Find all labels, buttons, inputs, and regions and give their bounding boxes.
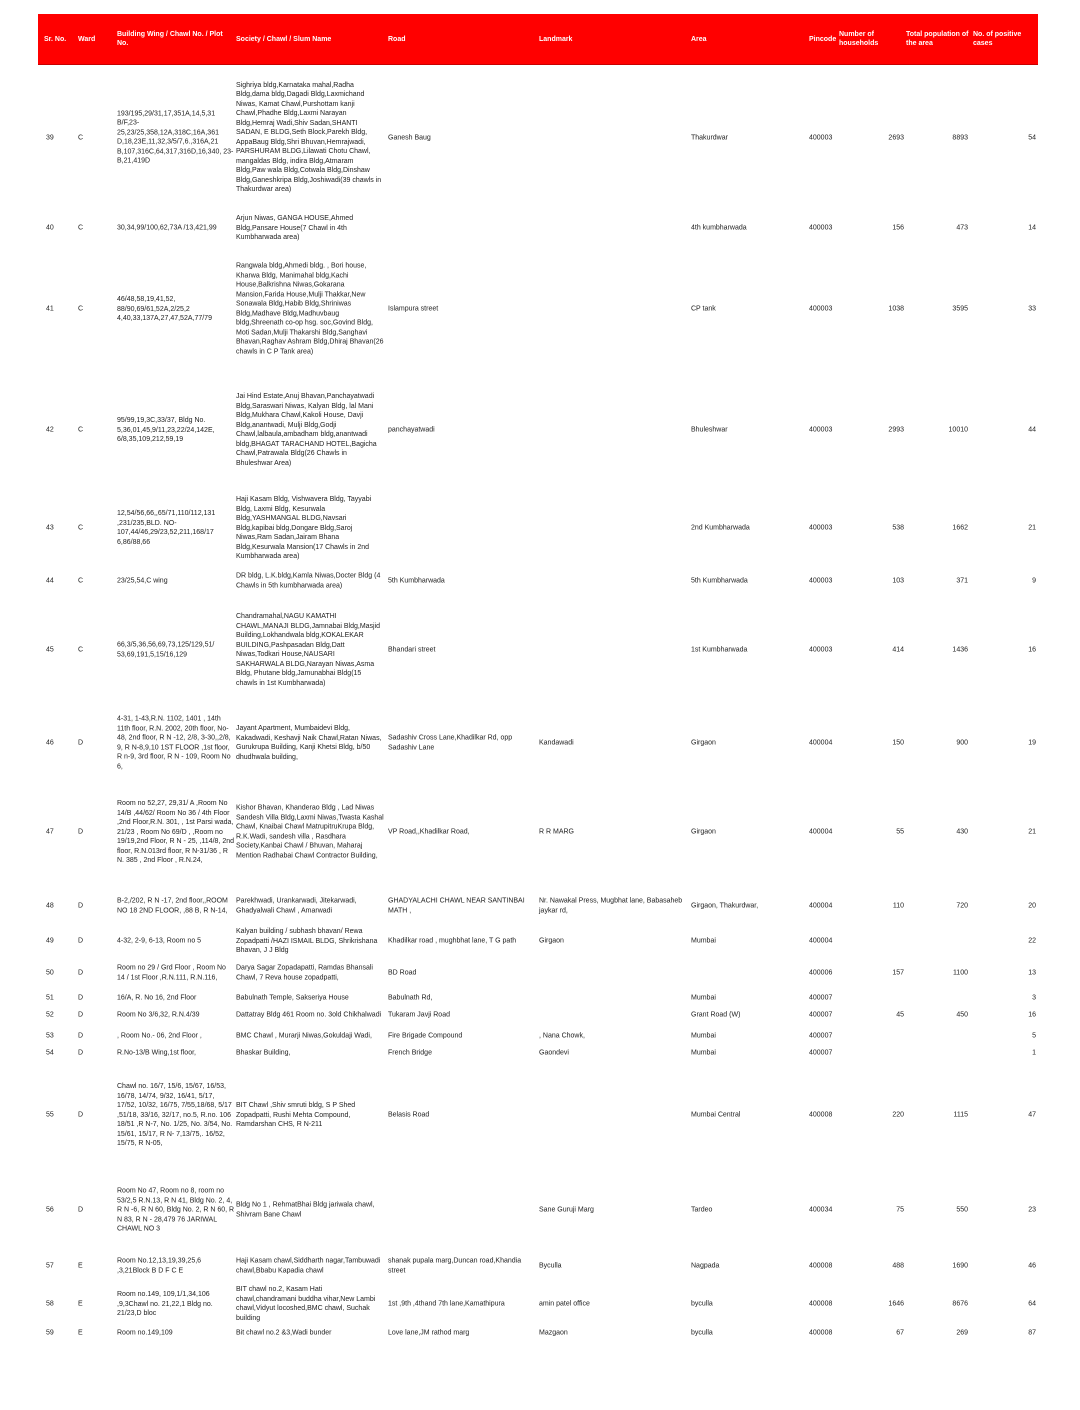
landmark-cell: Nr. Nawakal Press, Mugbhat lane, Babasaheb jaykar rd, — [539, 897, 683, 914]
positive-cases-cell: 21 — [1028, 524, 1036, 532]
table-row — [38, 211, 1038, 245]
road-cell: VP Road,,Khadilkar Road, — [388, 828, 470, 836]
positive-cases-cell: 14 — [1028, 224, 1036, 232]
building-cell: , Room No.- 06, 2nd Floor , — [117, 1032, 202, 1040]
households-cell: 414 — [892, 646, 904, 654]
table-row — [38, 1026, 1038, 1046]
road-cell: shanak pupala marg,Duncan road,Khandia street — [388, 1257, 522, 1274]
building-cell: Room No 3/6,32, R.N.4/39 — [117, 1011, 200, 1019]
pincode-cell: 400034 — [809, 1206, 833, 1214]
ward-cell: D — [78, 1011, 84, 1019]
table-header-row — [38, 14, 1038, 65]
area-cell: Mumbai Central — [691, 1111, 741, 1119]
pincode-cell: 400003 — [809, 133, 833, 141]
header-society: Society / Chawl / Slum Name — [236, 35, 332, 43]
ward-cell: E — [78, 1300, 83, 1308]
header-area: Area — [691, 35, 707, 43]
positive-cases-cell: 3 — [1032, 994, 1036, 1002]
households-cell: 150 — [892, 739, 904, 747]
sr-no-cell: 59 — [46, 1329, 54, 1337]
landmark-cell: , Nana Chowk, — [539, 1032, 585, 1040]
pincode-cell: 400004 — [809, 902, 833, 910]
population-cell: 10010 — [948, 426, 968, 434]
ward-cell: D — [78, 937, 84, 945]
road-cell: Khadilkar road , mughbhat lane, T G path — [388, 937, 517, 945]
ward-cell: D — [78, 902, 84, 910]
sr-no-cell: 58 — [46, 1300, 54, 1308]
table-row — [38, 707, 1038, 779]
pincode-cell: 400003 — [809, 305, 833, 313]
population-cell: 8893 — [952, 133, 968, 141]
positive-cases-cell: 87 — [1028, 1329, 1036, 1337]
table-row — [38, 373, 1038, 487]
landmark-cell: R R MARG — [539, 828, 574, 836]
ward-cell: D — [78, 1206, 84, 1214]
pincode-cell: 400007 — [809, 1011, 833, 1019]
positive-cases-cell: 47 — [1028, 1111, 1036, 1119]
sr-no-cell: 42 — [46, 426, 54, 434]
sr-no-cell: 46 — [46, 739, 54, 747]
pincode-cell: 400008 — [809, 1111, 833, 1119]
road-cell: 1st ,9th ,4thand 7th lane,Kamathipura — [388, 1300, 505, 1308]
population-cell: 3595 — [952, 305, 968, 313]
building-cell: Room no.149, 109,1/1,34,106 ,9,3Chawl no. 21,22,1 Bldg no. 21/23,D bloc — [117, 1290, 213, 1317]
pincode-cell: 400007 — [809, 1049, 833, 1057]
sr-no-cell: 57 — [46, 1262, 54, 1270]
road-cell: Bhandari street — [388, 646, 436, 654]
pincode-cell: 400006 — [809, 969, 833, 977]
positive-cases-cell: 13 — [1028, 969, 1036, 977]
table-row — [38, 1005, 1038, 1025]
households-cell: 538 — [892, 524, 904, 532]
landmark-cell: Gaondevi — [539, 1049, 569, 1057]
table-row — [38, 569, 1038, 593]
area-cell: Tardeo — [691, 1206, 713, 1214]
pincode-cell: 400008 — [809, 1329, 833, 1337]
ward-cell: D — [78, 739, 84, 747]
table-row — [38, 955, 1038, 991]
building-cell: R.No-13/B Wing,1st floor, — [117, 1049, 196, 1057]
landmark-cell: Girgaon — [539, 937, 564, 945]
sr-no-cell: 44 — [46, 577, 54, 585]
area-cell: byculla — [691, 1300, 713, 1308]
area-cell: 1st Kumbharwada — [691, 646, 748, 654]
sr-no-cell: 52 — [46, 1011, 54, 1019]
pincode-cell: 400003 — [809, 426, 833, 434]
society-cell: Bldg No 1 , RehmatBhai Bldg jariwala chawl, Shivram Bane Chawl — [236, 1201, 375, 1218]
households-cell: 220 — [892, 1111, 904, 1119]
population-cell: 371 — [956, 577, 968, 585]
table-row — [38, 1326, 1038, 1340]
table-row — [38, 594, 1038, 706]
area-cell: Mumbai — [691, 1032, 716, 1040]
road-cell: Love lane,JM rathod marg — [388, 1329, 470, 1337]
road-cell: Sadashiv Cross Lane,Khadilkar Rd, opp Sadashiv Lane — [388, 734, 513, 751]
society-cell: Rangwala bldg,Ahmedi bldg. , Bori house, Kharwa Bldg, Manimahal bldg,Kachi House,Balkrishna Niwas,Gokarana Mansion,Farida House,Mulji Thakkar,New Sonawala Bldg,Habib Bldg,Shriniwas Bldg,Madhave Bldg,Madhuvbaug bldg,Shreenath co-op hsg. soc,Govind Bldg, Moti Sadan,Mulji Thakarshi Bldg,Sanghavi Bhavan,Raghav Ashram Bldg,Dhiraj Bhavan(26 chawls in C P Tank area) — [236, 262, 384, 355]
ward-cell: C — [78, 305, 84, 313]
society-cell: BMC Chawl , Murarji Niwas,Gokuldaji Wadi, — [236, 1032, 372, 1040]
society-cell: Kishor Bhavan, Khanderao Bldg , Lad Niwas Sandesh Villa Bldg,Laxmi Niwas,Twasta Kashal Chawl, Knaibai Chawl MatrupitruKrupa Bldg, R.K.Wadi, sandesh villa , Rasdhara Society,Kanbai Chawl / Bhuvan, Maharaj Mention Radhabai Chawl Contractor Building, — [236, 804, 384, 859]
pincode-cell: 400004 — [809, 937, 833, 945]
population-cell: 473 — [956, 224, 968, 232]
ward-cell: E — [78, 1329, 83, 1337]
households-cell: 45 — [896, 1011, 904, 1019]
positive-cases-cell: 1 — [1032, 1049, 1036, 1057]
header-pincode: Pincode — [809, 35, 837, 43]
ward-cell: C — [78, 646, 84, 654]
sr-no-cell: 48 — [46, 902, 54, 910]
table-row — [38, 928, 1038, 954]
area-cell: 2nd Kumbharwada — [691, 524, 750, 532]
population-cell: 1690 — [952, 1262, 968, 1270]
table-row — [38, 992, 1038, 1004]
households-cell: 75 — [896, 1206, 904, 1214]
building-cell: Room no 52,27, 29,31/ A ,Room No 14/B ,44/62/ Room No 36 / 4th Floor ,2nd Floor,R.N. 301, , 1st Parsi wada, 21/23 , Room No 69/D , ,Room no 19/19,2nd Floor, R N - 25, ,114/8, 2nd floor, R.N.013rd floor, R N-31/36 , R N. 385 , 2nd Floor , R.N.24, — [117, 799, 235, 864]
table-row — [38, 1171, 1038, 1249]
building-cell: 66,3/5,36,56,69,73,125/129,51/ 53,69,191,5,15/16,129 — [117, 641, 215, 658]
area-cell: Girgaon, Thakurdwar, — [691, 902, 759, 910]
society-cell: Jai Hind Estate,Anuj Bhavan,Panchayatwadi Bldg,Saraswari Niwas, Kalyan Bldg, lal Mani Bldg,Mukhara Chawl,Kakoli House, Davji Bldg,anantwadi, Mulji Bldg,Godji Chawl,lalbaula,ambadham bldg,anantwadi bldg,BHAGAT TARACHAND HOTEL,Bagicha Chawl,Patrawala Bldg(26 Chawls in Bhuleshwar Area) — [236, 393, 377, 467]
households-cell: 488 — [892, 1262, 904, 1270]
road-cell: Belasis Road — [388, 1111, 430, 1119]
households-cell: 55 — [896, 828, 904, 836]
population-cell: 900 — [956, 739, 968, 747]
population-cell: 1100 — [952, 969, 968, 977]
sr-no-cell: 40 — [46, 224, 54, 232]
ward-cell: D — [78, 828, 84, 836]
building-cell: Room no 29 / Grd Floor , Room No 14 / 1st Floor ,R.N.111, R.N.116, — [117, 964, 226, 981]
pincode-cell: 400003 — [809, 524, 833, 532]
sr-no-cell: 56 — [46, 1206, 54, 1214]
positive-cases-cell: 44 — [1028, 426, 1036, 434]
positive-cases-cell: 22 — [1028, 937, 1036, 945]
building-cell: Room No.12,13,19,39,25,6 ,3,21Block B D F C E — [117, 1257, 202, 1274]
society-cell: Bhaskar Building, — [236, 1049, 291, 1057]
pincode-cell: 400003 — [809, 577, 833, 585]
building-cell: 95/99,19,3C,33/37, Bldg No. 5,36,01,45,9/11,23,22/24,142E, 6/8,35,109,212,59,19 — [117, 416, 215, 443]
positive-cases-cell: 20 — [1028, 902, 1036, 910]
header-sr-no: Sr. No. — [44, 35, 67, 43]
society-cell: Haji Kasam Bldg, Vishwavera Bldg, Tayyabi Bldg, Laxmi Bldg, Kesurwala Bldg,YASHMANGAL BLDG,Navsari Bldg,kapibai bldg,Dongare Bldg,Saroj Niwas,Ram Sadan,Jairam Bhana Bldg,Kesurwala Mansion(17 Chawls in 2nd Kumbharwada area) — [236, 495, 372, 560]
pincode-cell: 400007 — [809, 1032, 833, 1040]
ward-cell: D — [78, 1111, 84, 1119]
road-cell: panchayatwadi — [388, 426, 435, 434]
sr-no-cell: 43 — [46, 524, 54, 532]
population-cell: 8676 — [952, 1300, 968, 1308]
population-cell: 450 — [956, 1011, 968, 1019]
road-cell: Babulnath Rd, — [388, 994, 433, 1002]
building-cell: 4-31, 1-43,R.N. 1102, 1401 , 14th 11th floor, R.N. 2002, 20th floor, No-48, 2nd floor, R N -12, 2/8, 3-30,,2/8, 9, R N-8,9,10 1ST FLOOR ,1st floor, R n-9, 3rd floor, R N - 109, Room No 6, — [117, 715, 231, 770]
society-cell: Jayant Apartment, Mumbaidevi Bldg, Kakadwadi, Keshavji Naik Chawl,Ratan Niwas, Gurukrupa Building, Kanji Khetsi Bldg, b/50 dhudhwala building, — [236, 725, 382, 761]
society-cell: Kalyan building / subhash bhavan/ Rewa Zopadpatti /HAZI ISMAIL BLDG, Shrikrishana Bhavan, J J Bldg — [236, 927, 378, 954]
sr-no-cell: 54 — [46, 1049, 54, 1057]
building-cell: 46/48,58,19,41,52, 88/90,69/61,52A,2/25,2 4,40,33,137A,27,47,52A,77/79 — [117, 295, 212, 322]
area-cell: 4th kumbharwada — [691, 224, 747, 232]
table-row — [38, 65, 1038, 210]
road-cell: Islampura street — [388, 305, 439, 313]
building-cell: 193/195,29/31,17,351A,14,5,31 B/F,23-25,23/25,358,12A,318C,16A,361 D,18,23E,11,32,3/5/7,6.,316A,21 B,107,316C,64,317,316D,16,340, 23-B,21,419D — [117, 110, 234, 165]
area-cell: Nagpada — [691, 1262, 720, 1270]
society-cell: Darya Sagar Zopadapatti, Ramdas Bhansali Chawl, 7 Reva house zopadpatti, — [236, 964, 373, 981]
landmark-cell: Kandawadi — [539, 739, 574, 747]
table-row — [38, 885, 1038, 927]
population-cell: 430 — [956, 828, 968, 836]
pincode-cell: 400003 — [809, 646, 833, 654]
building-cell: Chawl no. 16/7, 15/6, 15/67, 16/53, 16/78, 14/74, 9/32, 16/41, 5/17, 17/52, 10/32, 16/75, 7/55,18/68, 5/17 ,51/18, 33/16, 32/17, no.5, R.no. 106 18/51 ,R N-7, No. 1/25, No. 3/54, No. 15/61, 15/17, R N- 7,13/75,. 16/52, 15/75, R N-05, — [117, 1082, 233, 1147]
population-cell: 1115 — [953, 1111, 968, 1119]
table-row — [38, 1250, 1038, 1282]
building-cell: Room No 47, Room no 8, room no 53/2,5 R.N.13, R N 41, Bldg No. 2, 4, R N -6, R N 60, Bldg No. 2, R N 60, R N 83, R N - 28,479 76 JARIWAL CHAWL NO 3 — [117, 1187, 235, 1233]
society-cell: Babulnath Temple, Sakseriya House — [236, 994, 349, 1002]
positive-cases-cell: 23 — [1028, 1206, 1036, 1214]
positive-cases-cell: 46 — [1028, 1262, 1036, 1270]
pincode-cell: 400008 — [809, 1300, 833, 1308]
ward-cell: C — [78, 426, 84, 434]
households-cell: 156 — [892, 224, 904, 232]
table-row — [38, 1047, 1038, 1059]
sr-no-cell: 53 — [46, 1032, 54, 1040]
society-cell: Arjun Niwas, GANGA HOUSE,Ahmed Bldg,Pansare House(7 Chawl in 4th Kumbharwada area) — [236, 214, 354, 241]
area-cell: byculla — [691, 1329, 713, 1337]
households-cell: 67 — [896, 1329, 904, 1337]
area-cell: Mumbai — [691, 1049, 716, 1057]
table-row — [38, 1060, 1038, 1170]
building-cell: 23/25,54,C wing — [117, 577, 168, 585]
building-cell: Room no.149,109 — [117, 1329, 173, 1337]
sr-no-cell: 45 — [46, 646, 54, 654]
road-cell: French Bridge — [388, 1049, 432, 1057]
building-cell: 12,54/56,66,,65/71,110/112,131 ,231/235,BLD. NO- 107,44/46,29/23,52,211,168/17 6,86/88,66 — [117, 510, 216, 546]
society-cell: Chandramahal,NAGU KAMATHI CHAWL,MANAJI BLDG,Jamnabai Bldg,Masjid Building,Lokhandwala bldg,KOKALEKAR BUILDING,Pashpasadan Bldg,Datt Niwas,Todkari House,NAUSARI SAKHARWALA BLDG,Narayan Niwas,Asma Bldg, Phutane bldg,Jamunabhai Bldg(15 chawls in 1st Kumbharwada) — [236, 613, 381, 687]
sr-no-cell: 49 — [46, 937, 54, 945]
table-row — [38, 780, 1038, 884]
area-cell: Mumbai — [691, 994, 716, 1002]
sr-no-cell: 55 — [46, 1111, 54, 1119]
positive-cases-cell: 64 — [1028, 1300, 1036, 1308]
positive-cases-cell: 54 — [1028, 133, 1036, 141]
header-building: Building Wing / Chawl No. / Plot No. — [117, 31, 223, 47]
building-cell: 4-32, 2-9, 6-13, Room no 5 — [117, 937, 202, 945]
ward-cell: C — [78, 577, 84, 585]
society-cell: DR bldg, L.K.bldg,Kamla Niwas,Docter Bldg (4 Chawls in 5th kumbharwada area) — [236, 572, 381, 589]
ward-cell: C — [78, 133, 84, 141]
sr-no-cell: 39 — [46, 133, 54, 141]
area-cell: Girgaon — [691, 828, 716, 836]
pincode-cell: 400003 — [809, 224, 833, 232]
society-cell: Haji Kasam chawl,Siddharth nagar,Tambuwadi chawl,Bbabu Kapadia chawl — [236, 1257, 381, 1274]
road-cell: Tukaram Javji Road — [388, 1011, 450, 1019]
ward-cell: C — [78, 524, 84, 532]
positive-cases-cell: 16 — [1028, 646, 1036, 654]
header-population: Total population of the area — [906, 31, 969, 47]
ward-cell: D — [78, 1032, 84, 1040]
ward-cell: E — [78, 1262, 83, 1270]
population-cell: 1436 — [952, 646, 968, 654]
positive-cases-cell: 5 — [1032, 1032, 1036, 1040]
population-cell: 550 — [956, 1206, 968, 1214]
pincode-cell: 400004 — [809, 828, 833, 836]
road-cell: Fire Brigade Compound — [388, 1032, 463, 1040]
households-cell: 2693 — [888, 133, 904, 141]
population-cell: 1662 — [952, 524, 968, 532]
society-cell: BIT chawl no.2, Kasam Hati chawl,chandramani buddha vihar,New Lambi chawl,Vidyut locoshed,BMC chawl, Suchak building — [236, 1286, 376, 1322]
households-cell: 1038 — [888, 305, 904, 313]
households-cell: 157 — [892, 969, 904, 977]
road-cell: 5th Kumbharwada — [388, 577, 445, 585]
covid-containment-table — [38, 14, 1038, 1337]
area-cell: Girgaon — [691, 739, 716, 747]
population-cell: 269 — [956, 1329, 968, 1337]
building-cell: 16/A, R. No 16, 2nd Floor — [117, 994, 197, 1002]
positive-cases-cell: 21 — [1028, 828, 1036, 836]
header-road: Road — [388, 35, 406, 43]
header-ward: Ward — [78, 35, 96, 43]
positive-cases-cell: 19 — [1028, 739, 1036, 747]
area-cell: 5th Kumbharwada — [691, 577, 748, 585]
landmark-cell: amin patel office — [539, 1300, 590, 1308]
pincode-cell: 400008 — [809, 1262, 833, 1270]
building-cell: B-2,/202, R N -17, 2nd floor,,ROOM NO 18 2ND FLOOR, ,88 B, R N-14, — [117, 897, 228, 914]
header-households: Number of households — [839, 31, 879, 47]
sr-no-cell: 50 — [46, 969, 54, 977]
society-cell: Parekhwadi, Urankarwadi, Jitekarwadi, Ghadyalwali Chawl , Amarwadi — [236, 897, 357, 914]
sr-no-cell: 47 — [46, 828, 54, 836]
population-cell: 720 — [956, 902, 968, 910]
sr-no-cell: 51 — [46, 994, 54, 1002]
header-landmark: Landmark — [539, 35, 573, 43]
area-cell: Thakurdwar — [691, 133, 728, 141]
pincode-cell: 400007 — [809, 994, 833, 1002]
ward-cell: D — [78, 994, 84, 1002]
table-row — [38, 246, 1038, 372]
pincode-cell: 400004 — [809, 739, 833, 747]
building-cell: 30,34,99/100,62,73A /13,421,99 — [117, 224, 217, 232]
society-cell: Bit chawl no.2 &3,Wadi bunder — [236, 1329, 332, 1337]
header-positive-cases: No. of positive cases — [973, 31, 1022, 47]
ward-cell: D — [78, 969, 84, 977]
society-cell: Sighriya bldg,Karnataka mahal,Radha Bldg,dama bldg,Dagadi Bldg,Laxmichand Niwas, Kamat Chawl,Purshottam kanji Chawl,Phadhe Bldg,Laxmi Narayan Bldg,Hemraj Wadi,Shiv Sadan,SHANTI SADAN, E BLDG,Seth Block,Parekh Bldg, AppaBaug Bldg,Shri Bhuvan,Hemrajwadi, PARSHURAM BLDG,Lilawati Chotu Chawl, mangaldas Bldg, indira Bldg,Atmaram Bldg,Paw wala Bldg,Cotwala Bldg,Dinshaw Bldg,Ganeshkripa Bldg,Joshiwadi(39 chawls in Thakurdwar area) — [236, 81, 382, 193]
area-cell: CP tank — [691, 305, 716, 313]
households-cell: 103 — [892, 577, 904, 585]
ward-cell: D — [78, 1049, 84, 1057]
landmark-cell: Mazgaon — [539, 1329, 568, 1337]
ward-cell: C — [78, 224, 84, 232]
area-cell: Mumbai — [691, 937, 716, 945]
positive-cases-cell: 9 — [1032, 577, 1036, 585]
area-cell: Bhuleshwar — [691, 426, 728, 434]
table-row — [38, 488, 1038, 568]
households-cell: 2993 — [888, 426, 904, 434]
positive-cases-cell: 16 — [1028, 1011, 1036, 1019]
table-row — [38, 1283, 1038, 1325]
households-cell: 110 — [892, 902, 904, 910]
society-cell: Dattatray Bldg 461 Room no. 3old Chikhalwadi — [236, 1011, 382, 1019]
society-cell: BIT Chawl ,Shiv smruti bldg, S P Shed Zopadpatti, Rushi Mehta Compound, Ramdarshan CHS, R N-211 — [236, 1101, 356, 1128]
landmark-cell: Sane Guruji Marg — [539, 1206, 594, 1214]
positive-cases-cell: 33 — [1028, 305, 1036, 313]
households-cell: 1646 — [888, 1300, 904, 1308]
road-cell: BD Road — [388, 969, 417, 977]
road-cell: GHADYALACHI CHAWL NEAR SANTINBAI MATH , — [388, 897, 525, 914]
area-cell: Grant Road (W) — [691, 1011, 741, 1019]
road-cell: Ganesh Baug — [388, 133, 431, 141]
sr-no-cell: 41 — [46, 305, 54, 313]
landmark-cell: Byculla — [539, 1262, 562, 1270]
